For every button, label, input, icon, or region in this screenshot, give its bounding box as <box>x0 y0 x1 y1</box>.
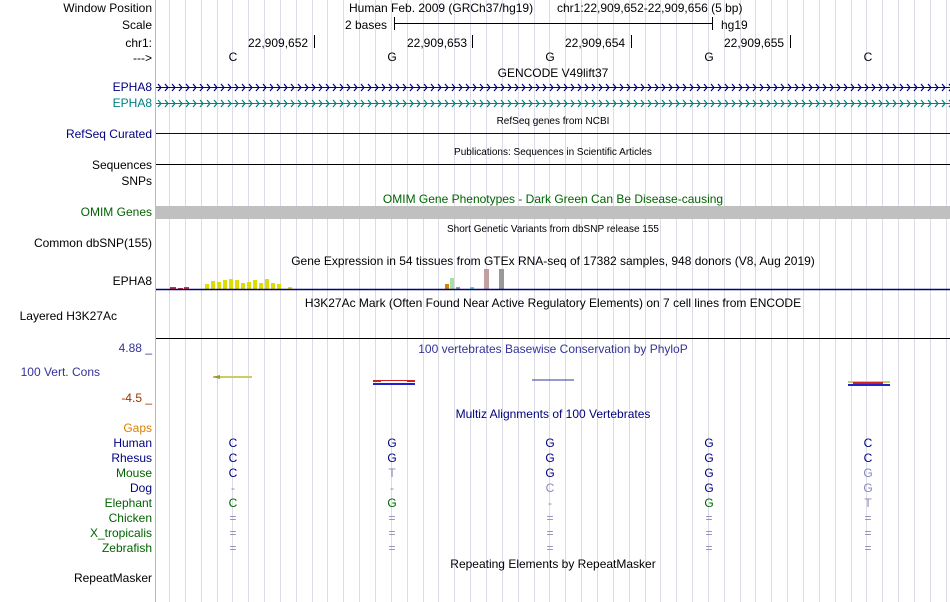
refseq-intron-line[interactable] <box>156 133 950 134</box>
species-human[interactable]: Human <box>113 436 152 450</box>
h3k27ac-baseline[interactable] <box>156 338 950 339</box>
species-mouse[interactable]: Mouse <box>115 466 152 480</box>
alignment-base: G <box>704 496 714 510</box>
species-rhesus[interactable]: Rhesus <box>111 451 152 465</box>
ref-base-5: C <box>863 50 873 64</box>
alignment-base: G <box>387 436 397 450</box>
alignment-base: T <box>388 466 396 480</box>
window-position: chr1:22,909,652-22,909,656 (5 bp) <box>557 1 743 15</box>
coord-1: 22,909,652 <box>248 36 309 50</box>
alignment-base: C <box>228 496 238 510</box>
phylop-track-title: 100 vertebrates Basewise Conservation by PhyloP <box>418 342 688 356</box>
species-chicken[interactable]: Chicken <box>108 511 152 525</box>
alignment-base: = <box>546 541 554 555</box>
label-epha8-gencode-2[interactable]: EPHA8 <box>112 96 152 110</box>
omim-track-title: OMIM Gene Phenotypes - Dark Green Can Be Disease-causing <box>382 192 724 206</box>
alignment-base: = <box>546 511 554 525</box>
gene-feature-epha8-1[interactable] <box>156 82 950 93</box>
label-chr: chr1: <box>125 36 152 50</box>
label-gtex-epha8[interactable]: EPHA8 <box>112 274 152 288</box>
species-elephant[interactable]: Elephant <box>104 496 152 510</box>
label-gaps[interactable]: Gaps <box>123 421 152 435</box>
alignment-base: = <box>546 526 554 540</box>
ref-base-2: G <box>387 50 397 64</box>
alignment-base: G <box>387 496 397 510</box>
assembly-title: Human Feb. 2009 (GRCh37/hg19) <box>349 1 534 15</box>
alignment-base: G <box>704 451 714 465</box>
ref-base-1: C <box>228 50 238 64</box>
label-strand: ---> <box>133 51 152 65</box>
multiz-track-title: Multiz Alignments of 100 Vertebrates <box>455 407 651 421</box>
alignment-base: G <box>704 481 714 495</box>
alignment-base: G <box>545 451 555 465</box>
ref-base-4: G <box>704 50 714 64</box>
species-dog[interactable]: Dog <box>129 481 152 495</box>
alignment-base: C <box>863 436 873 450</box>
h3k27ac-track-title: H3K27Ac Mark (Often Found Near Active Regulatory Elements) on 7 cell lines from ENCODE <box>304 296 802 310</box>
alignment-base: C <box>228 451 238 465</box>
alignment-base: = <box>388 526 396 540</box>
alignment-base: = <box>229 526 237 540</box>
browser-image[interactable] <box>156 0 950 602</box>
alignment-base: - <box>231 481 235 495</box>
coord-3: 22,909,654 <box>565 36 626 50</box>
label-window-position: Window Position <box>63 1 152 15</box>
alignment-base: = <box>705 541 713 555</box>
track-labels <box>0 0 155 602</box>
alignment-base: G <box>863 481 873 495</box>
alignment-base: = <box>705 526 713 540</box>
alignment-base: G <box>704 466 714 480</box>
gtex-expression-bars[interactable] <box>156 266 950 292</box>
alignment-base: = <box>705 511 713 525</box>
alignment-base: C <box>228 466 238 480</box>
publications-track-title: Publications: Sequences in Scientific Articles <box>454 147 652 158</box>
alignment-base: = <box>864 541 872 555</box>
label-refseq-curated[interactable]: RefSeq Curated <box>65 127 152 141</box>
gtex-track-title: Gene Expression in 54 tissues from GTEx RNA-seq of 17382 samples, 948 donors (V8, Aug 2019) <box>291 254 815 268</box>
alignment-base: = <box>388 511 396 525</box>
alignment-base: = <box>229 511 237 525</box>
label-cons-max: 4.88 _ <box>118 341 152 355</box>
alignment-base: G <box>545 466 555 480</box>
ref-base-3: G <box>545 50 555 64</box>
label-omim-genes[interactable]: OMIM Genes <box>80 205 152 219</box>
coord-tick-2 <box>472 35 473 48</box>
alignment-base: = <box>388 541 396 555</box>
alignment-base: G <box>704 436 714 450</box>
label-sequences[interactable]: Sequences <box>91 158 152 172</box>
coord-tick-4 <box>790 35 791 48</box>
alignment-base: T <box>864 496 872 510</box>
publications-line[interactable] <box>156 164 950 165</box>
phylop-conservation-plot[interactable] <box>156 372 950 392</box>
omim-feature-bar[interactable] <box>156 206 950 219</box>
label-scale: Scale <box>121 18 152 32</box>
label-layered-h3k27ac[interactable]: Layered H3K27Ac <box>19 309 117 323</box>
dbsnp-track-title: Short Genetic Variants from dbSNP release 155 <box>447 224 659 235</box>
build-name: hg19 <box>721 18 748 32</box>
scale-bar-right-tick <box>712 17 713 30</box>
label-snps[interactable]: SNPs <box>121 174 152 188</box>
coord-tick-3 <box>631 35 632 48</box>
coord-2: 22,909,653 <box>407 36 468 50</box>
species-zebrafish[interactable]: Zebrafish <box>101 541 152 555</box>
alignment-base: = <box>229 541 237 555</box>
species-x-tropicalis[interactable]: X_tropicalis <box>89 526 152 540</box>
alignment-base: C <box>545 481 555 495</box>
coord-tick-1 <box>314 35 315 48</box>
scale-bar <box>394 23 712 24</box>
alignment-base: - <box>548 496 552 510</box>
repeatmasker-track-title: Repeating Elements by RepeatMasker <box>450 557 656 571</box>
alignment-base: G <box>863 466 873 480</box>
alignment-base: G <box>545 436 555 450</box>
scale-text: 2 bases <box>345 18 388 32</box>
alignment-base: G <box>387 451 397 465</box>
alignment-base: C <box>228 436 238 450</box>
label-repeatmasker[interactable]: RepeatMasker <box>73 571 152 585</box>
label-epha8-gencode[interactable]: EPHA8 <box>112 80 152 94</box>
gencode-track-title: GENCODE V49lift37 <box>497 66 609 80</box>
alignment-base: - <box>390 481 394 495</box>
alignment-base: C <box>863 451 873 465</box>
label-vert-cons[interactable]: 100 Vert. Cons <box>20 365 100 379</box>
coord-4: 22,909,655 <box>724 36 785 50</box>
alignment-base: = <box>864 511 872 525</box>
gene-feature-epha8-2[interactable] <box>156 98 950 109</box>
label-common-dbsnp[interactable]: Common dbSNP(155) <box>33 236 152 250</box>
refseq-track-title: RefSeq genes from NCBI <box>496 116 610 127</box>
alignment-base: = <box>864 526 872 540</box>
label-cons-min: -4.5 _ <box>121 391 152 405</box>
